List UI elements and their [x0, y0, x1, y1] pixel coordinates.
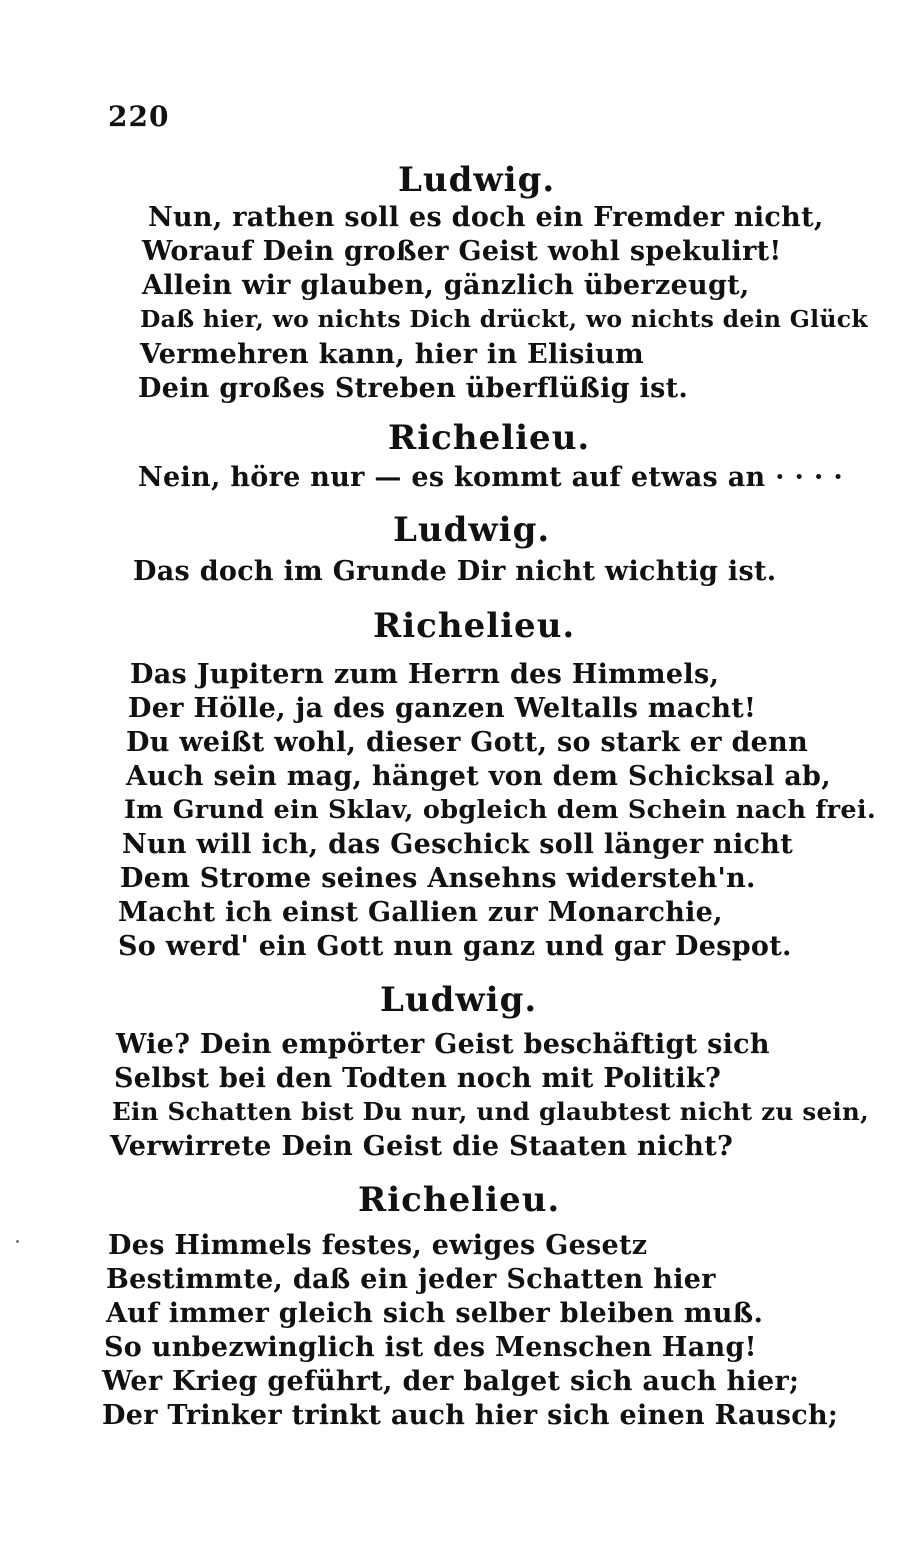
verse-line: Allein wir glauben, gänzlich überzeugt, [142, 270, 750, 301]
verse-line: Daß hier, wo nichts Dich drückt, wo nichts dein Glück [140, 305, 868, 333]
verse-line: Der Trinker trinkt auch hier sich einen Rausch; [102, 1400, 839, 1431]
verse-line: Wie? Dein empörter Geist beschäftigt sich [116, 1029, 770, 1060]
speaker-heading: Richelieu. [358, 1180, 561, 1220]
verse-line: So werd' ein Gott nun ganz und gar Despot. [118, 931, 792, 962]
verse-line: Im Grund ein Sklav, obgleich dem Schein nach frei. [124, 795, 877, 825]
verse-line: Das Jupitern zum Herrn des Himmels, [130, 659, 720, 690]
verse-line: Macht ich einst Gallien zur Monarchie, [118, 897, 723, 928]
verse-line: Des Himmels festes, ewiges Gesetz [108, 1230, 648, 1261]
verse-line: Das doch im Grunde Dir nicht wichtig ist. [133, 556, 777, 587]
verse-line: Auch sein mag, hänget von dem Schicksal ab, [126, 761, 831, 792]
speaker-heading: Ludwig. [398, 160, 556, 200]
verse-line: Ein Schatten bist Du nur, und glaubtest nicht zu sein, [112, 1097, 869, 1126]
verse-line: Selbst bei den Todten noch mit Politik? [114, 1063, 722, 1094]
margin-speck [16, 1240, 19, 1243]
verse-line: Vermehren kann, hier in Elisium [140, 339, 644, 370]
verse-line: Du weißt wohl, dieser Gott, so stark er denn [126, 727, 809, 758]
verse-line: Nun will ich, das Geschick soll länger nicht [122, 829, 793, 860]
verse-line: Dem Strome seines Ansehns widersteh'n. [120, 863, 756, 894]
verse-line: Bestimmte, daß ein jeder Schatten hier [106, 1264, 716, 1295]
verse-line: Worauf Dein großer Geist wohl spekulirt! [142, 236, 782, 267]
page-number: 220 [108, 100, 170, 133]
verse-line: Dein großes Streben überflüßig ist. [138, 373, 689, 404]
verse-line: Nun, rathen soll es doch ein Fremder nicht, [148, 202, 824, 233]
verse-line: So unbezwinglich ist des Menschen Hang! [104, 1332, 757, 1363]
verse-line: Wer Krieg geführt, der balget sich auch hier; [102, 1366, 800, 1397]
speaker-heading: Richelieu. [388, 418, 591, 458]
speaker-heading: Ludwig. [393, 510, 551, 550]
verse-line: Verwirrete Dein Geist die Staaten nicht? [110, 1131, 734, 1162]
verse-line: Der Hölle, ja des ganzen Weltalls macht! [128, 693, 757, 724]
verse-line: Auf immer gleich sich selber bleiben muß. [106, 1298, 764, 1329]
speaker-heading: Richelieu. [373, 606, 576, 646]
verse-line: Nein, höre nur — es kommt auf etwas an · · · · [138, 462, 844, 493]
speaker-heading: Ludwig. [380, 980, 538, 1020]
